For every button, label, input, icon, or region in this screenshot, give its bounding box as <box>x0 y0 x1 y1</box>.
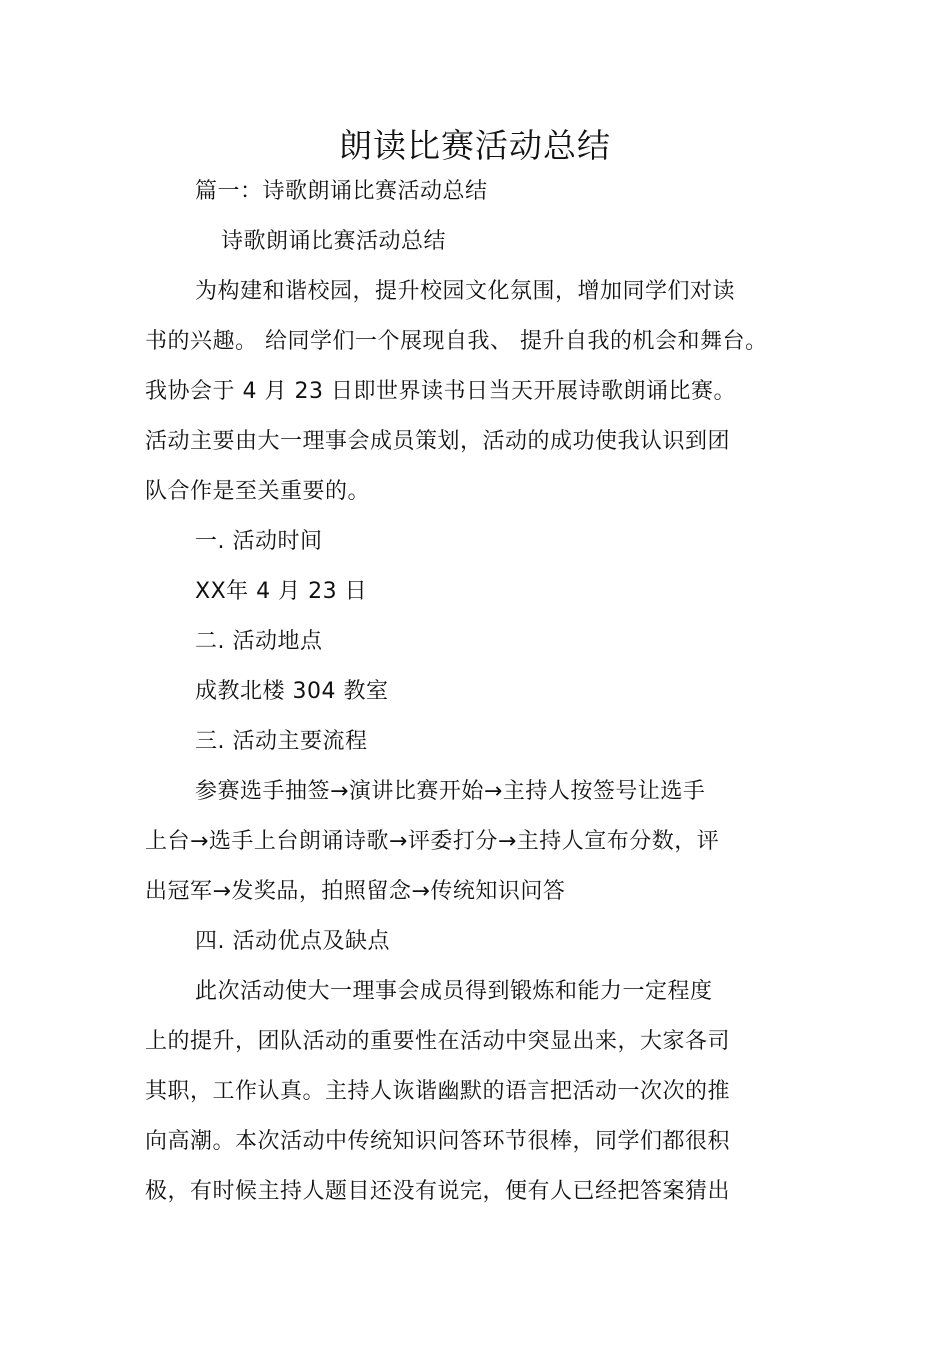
eval-heading: 四. 活动优点及缺点 <box>195 929 390 954</box>
paragraph-line: 参赛选手抽签→演讲比赛开始→主持人按签号让选手 <box>195 779 706 804</box>
paragraph-line: 我协会于 4 月 23 日即世界读书日当天开展诗歌朗诵比赛。 <box>145 379 736 404</box>
time-heading: 一. 活动时间 <box>195 529 323 554</box>
paragraph-line: 活动主要由大一理事会成员策划，活动的成功使我认识到团 <box>145 429 731 454</box>
flow-heading: 三. 活动主要流程 <box>195 729 368 754</box>
paragraph-line: 上的提升，团队活动的重要性在活动中突显出来，大家各司 <box>145 1029 731 1054</box>
paragraph-line: 上台→选手上台朗诵诗歌→评委打分→主持人宣布分数，评 <box>145 829 720 854</box>
place-value: 成教北楼 304 教室 <box>195 679 389 704</box>
paragraph-line: 书的兴趣。 给同学们一个展现自我、 提升自我的机会和舞台。 <box>145 329 768 354</box>
paragraph-line: 为构建和谐校园，提升校园文化氛围，增加同学们对读 <box>195 279 736 304</box>
paragraph-line: 此次活动使大一理事会成员得到锻炼和能力一定程度 <box>195 979 713 1004</box>
document-title: 朗读比赛活动总结 <box>339 126 611 165</box>
paragraph-line: 其职，工作认真。主持人诙谐幽默的语言把活动一次次的推 <box>145 1079 731 1104</box>
place-heading: 二. 活动地点 <box>195 629 323 654</box>
paragraph-line: 队合作是至关重要的。 <box>145 479 371 504</box>
paragraph-line: 向高潮。本次活动中传统知识问答环节很棒，同学们都很积 <box>145 1129 731 1154</box>
paragraph-line: 极，有时候主持人题目还没有说完，便有人已经把答案猜出 <box>145 1179 731 1204</box>
subtitle: 诗歌朗诵比赛活动总结 <box>221 229 447 254</box>
paragraph-line: 出冠军→发奖品，拍照留念→传统知识问答 <box>145 879 566 904</box>
section-heading: 篇一：诗歌朗诵比赛活动总结 <box>195 179 488 204</box>
time-value: XX年 4 月 23 日 <box>195 579 368 604</box>
